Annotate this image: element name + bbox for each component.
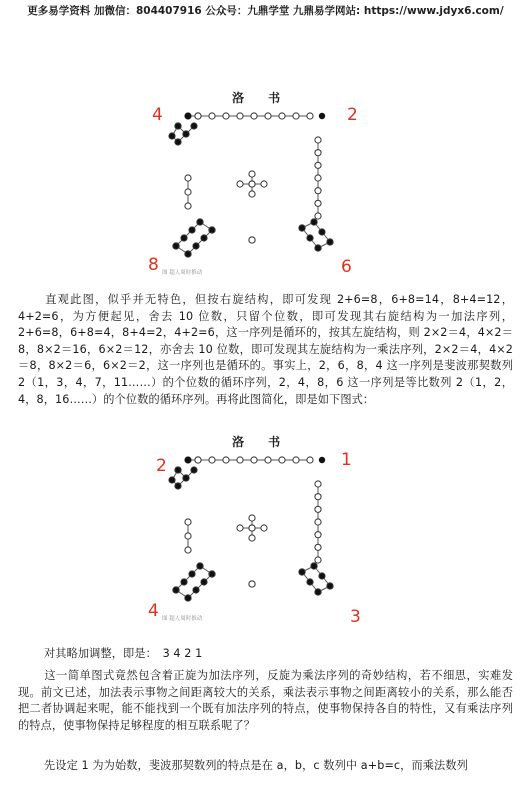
- black-dot: [173, 243, 179, 249]
- white-dot: [249, 191, 255, 197]
- white-dot: [279, 113, 285, 119]
- black-dot: [193, 587, 199, 593]
- paragraph-3: [18, 668, 513, 734]
- white-dot: [315, 213, 321, 219]
- white-dot: [315, 200, 321, 206]
- white-dot: [249, 525, 255, 531]
- white-dot: [315, 162, 321, 168]
- white-dot: [249, 171, 255, 177]
- black-dot: [175, 483, 181, 489]
- label-bottom-left: 8: [148, 255, 159, 275]
- black-dot: [201, 579, 207, 585]
- white-dot: [251, 457, 257, 463]
- white-dot: [249, 237, 255, 243]
- black-dot: [183, 475, 189, 481]
- white-dot: [315, 532, 321, 538]
- figure-title: 洛 书: [232, 91, 291, 105]
- black-dot: [193, 243, 199, 249]
- page-header: 更多易学资料 加微信：804407916 公众号：九鼎学堂 九鼎易学网站: https://www.jdyx6.com/: [27, 5, 504, 17]
- black-dot: [209, 227, 215, 233]
- black-dot: [319, 113, 325, 119]
- white-dot: [223, 457, 229, 463]
- black-dot: [201, 235, 207, 241]
- black-dot: [173, 587, 179, 593]
- black-dot: [169, 477, 175, 483]
- paragraph-4: [18, 758, 513, 775]
- black-dot: [175, 139, 181, 145]
- black-dot: [189, 571, 195, 577]
- white-dot: [237, 457, 243, 463]
- white-dot: [185, 175, 191, 181]
- figure-title: 洛 书: [232, 435, 291, 449]
- black-dot: [175, 123, 181, 129]
- white-dot: [223, 113, 229, 119]
- white-dot: [237, 525, 243, 531]
- luoshu-figure-2: [0, 432, 531, 630]
- label-bottom-left: 4: [148, 601, 159, 621]
- black-dot: [183, 131, 189, 137]
- black-dot: [189, 227, 195, 233]
- figure-caption: 图 超人周时推动: [162, 616, 203, 622]
- white-dot: [315, 519, 321, 525]
- black-dot: [181, 579, 187, 585]
- black-dot: [185, 595, 191, 601]
- black-dot: [191, 467, 197, 473]
- white-dot: [237, 181, 243, 187]
- white-dot: [249, 515, 255, 521]
- white-dot: [195, 457, 201, 463]
- black-dot: [315, 245, 321, 251]
- black-dot: [319, 457, 325, 463]
- label-top-right: 2: [347, 105, 358, 125]
- luoshu-dots: [169, 113, 333, 257]
- white-dot: [315, 557, 321, 563]
- black-dot: [175, 467, 181, 473]
- white-dot: [249, 581, 255, 587]
- paragraph-1: [18, 292, 513, 408]
- white-dot: [209, 457, 215, 463]
- white-dot: [265, 113, 271, 119]
- white-dot: [293, 457, 299, 463]
- white-dot: [315, 494, 321, 500]
- black-dot: [319, 229, 325, 235]
- white-dot: [315, 544, 321, 550]
- white-dot: [185, 189, 191, 195]
- white-dot: [237, 113, 243, 119]
- white-dot: [315, 188, 321, 194]
- black-dot: [185, 251, 191, 257]
- white-dot: [307, 113, 313, 119]
- luoshu-figure-1: [0, 88, 531, 283]
- label-bottom-right: 6: [341, 257, 352, 277]
- black-dot: [197, 563, 203, 569]
- black-dot: [299, 225, 305, 231]
- paragraph-2: [18, 646, 513, 663]
- white-dot: [209, 113, 215, 119]
- label-top-left: 2: [156, 456, 167, 476]
- black-dot: [311, 563, 317, 569]
- white-dot: [251, 113, 257, 119]
- label-top-left: 4: [152, 105, 163, 125]
- white-dot: [315, 137, 321, 143]
- black-dot: [185, 457, 191, 463]
- white-dot: [315, 150, 321, 156]
- black-dot: [209, 571, 215, 577]
- white-dot: [315, 175, 321, 181]
- black-dot: [299, 569, 305, 575]
- white-dot: [185, 533, 191, 539]
- black-dot: [327, 583, 333, 589]
- white-dot: [261, 181, 267, 187]
- white-dot: [185, 519, 191, 525]
- white-dot: [185, 203, 191, 209]
- white-dot: [249, 181, 255, 187]
- white-dot: [261, 525, 267, 531]
- label-top-right: 1: [341, 450, 352, 470]
- white-dot: [315, 506, 321, 512]
- white-dot: [185, 547, 191, 553]
- paragraph-2-text: 对其略加调整，即是： 3 4 2 1: [44, 647, 203, 660]
- black-dot: [191, 123, 197, 129]
- white-dot: [293, 113, 299, 119]
- black-dot: [197, 219, 203, 225]
- white-dot: [249, 535, 255, 541]
- black-dot: [307, 235, 313, 241]
- paragraph-3-text: 这一简单图式竟然包含着正旋为加法序列，反旋为乘法序列的奇妙结构，若不细思，实难发现。前文已述，加法表示事物之间距离较大的关系，乘法表示事物之间距离较小的关系，那么能否把二者协调起来呢，能不能找到一个既有加法序列的特点，使事物保持各自的特性，又有乘法序列的特点，使事物保持足够程度的相互联系呢了？: [18, 669, 513, 732]
- luoshu-dots: [169, 457, 333, 601]
- black-dot: [307, 579, 313, 585]
- white-dot: [315, 481, 321, 487]
- black-dot: [185, 113, 191, 119]
- white-dot: [307, 457, 313, 463]
- black-dot: [327, 239, 333, 245]
- figure-caption: 图 超人周时推动: [162, 270, 203, 276]
- black-dot: [319, 573, 325, 579]
- black-dot: [169, 133, 175, 139]
- white-dot: [265, 457, 271, 463]
- black-dot: [315, 589, 321, 595]
- white-dot: [195, 113, 201, 119]
- label-bottom-right: 3: [350, 607, 361, 627]
- black-dot: [311, 219, 317, 225]
- white-dot: [279, 457, 285, 463]
- black-dot: [181, 235, 187, 241]
- paragraph-1-text: 直观此图，似乎并无特色，但按右旋结构，即可发现 2+6=8，6+8=14，8+4=12，4+2=6，为方便起见，舍去 10 位数，只留个位数，即可发现其右旋结构为一加法序列，2+6=8，6+8=4，8+4=2，4+2=6，这一序列是循环的，按其左旋结构，则 2×2＝4，4×2＝8，8×2＝16，6×2＝12，亦舍去 10 位数，即可发现其左旋结构为一乘法序列，2×2＝4，4×2＝8，8×2＝6，6×2＝2，这一序列也是循环的。事实上，2，6，8，4 这一序列是斐波那契数列 2（1，3，4，7，11……）的个位数的循环序列，2，4，8，6 这一序列是等比数列 2（1，2，4，8，16……）的个位数的循环序列。再将此图简化，即是如下图式：: [18, 293, 513, 406]
- paragraph-4-text: 先设定 1 为为始数，斐波那契数列的特点是在 a，b，c 数列中 a+b=c，而乘法数列: [44, 759, 468, 772]
